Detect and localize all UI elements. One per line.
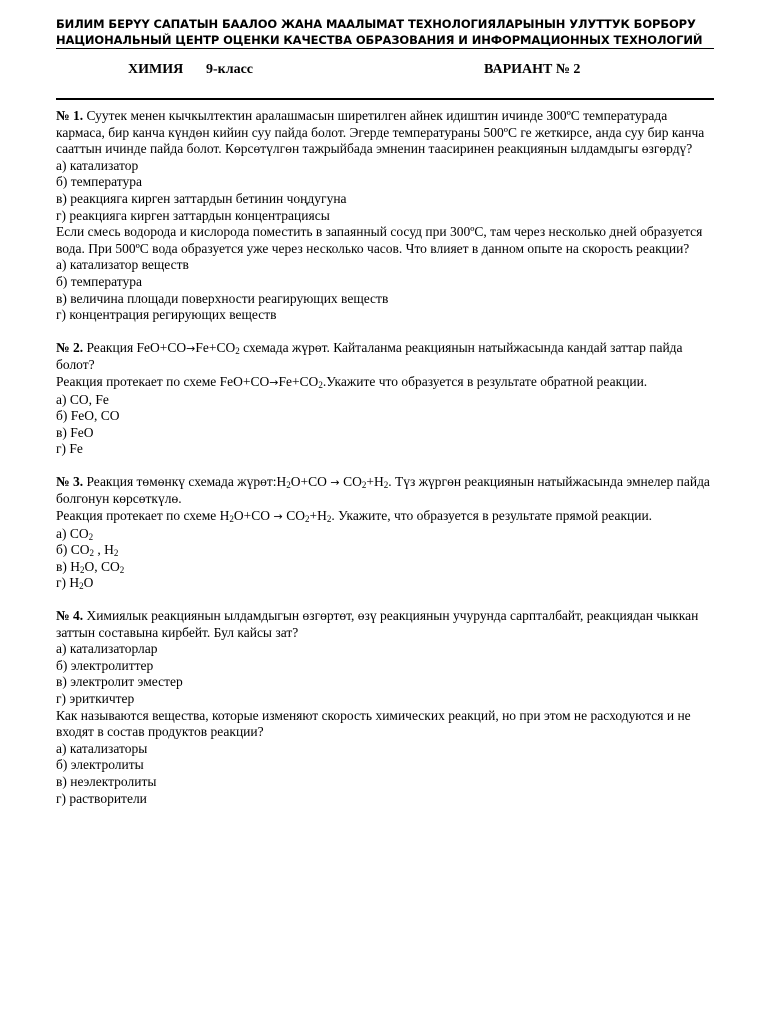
answer-option: в) неэлектролиты [56,773,157,789]
answer-option: в) FeO [56,424,94,440]
answer-option: б) электролиттер [56,657,154,673]
organization-header [56,16,716,48]
question-2-text-kg: № 2. Реакция $FeO+CO\to Fe+CO_2$ схемада жүрөт. Кайталанма реакциянын натыйжасында кандай заттар пайда болот? [56,339,683,373]
question-1-text-kg: № 1. Суутек менен кычкылтектин аралашмасын ширетилген айнек идиштин ичинде 300ºС температурада кармаса, бир канча күндөн кийин суу пайда болот. Эгерде температураны 500ºС ге жеткирсе, анда суу бир канча сааттын ичинде пайда болот. Көрсөтүлгөн тажрыйбада эмненин таасиринен реакциянын ылдамдыгы өзгөрдү? [56,108,705,157]
question-1 [56,108,716,324]
question-number: № 2. [56,339,84,355]
question-2-text-ru: Реакция протекает по схеме $FeO+CO\to Fe+CO_2.Укажите$ что образуется в результате обратной реакции. [56,373,648,390]
question-4 [56,608,716,807]
question-number: № 3. [56,473,84,489]
answer-option: в) реакцияга кирген заттардын бетинин чоңдугуна [56,190,347,206]
answer-option: б) температура [56,273,142,289]
answer-option: г) растворители [56,790,147,806]
answer-option: г) концентрация регирующих веществ [56,307,277,323]
header-divider [56,48,714,49]
answer-option: б) FeO, CO [56,408,120,424]
answer-option: а) катализатор веществ [56,257,189,273]
answer-option: г) эриткичтер [56,691,135,706]
answer-option: а) катализатор [56,157,139,173]
variant-title: ВАРИАНТ № 2 [484,62,581,77]
answer-option: б) $CO_2$ , $H_2$ [56,542,119,559]
question-1-text-ru: Если смесь водорода и кислорода поместить в запаянный сосуд при 300ºС, там через несколько дней образуется вода. При 500ºС вода образуется уже через несколько часов. Что влияет в данном опыте на скорость реакции? [56,224,703,256]
header-line-ru: НАЦИОНАЛЬНЫЙ ЦЕНТР ОЦЕНКИ КАЧЕСТВА ОБРАЗОВАНИЯ И ИНФОРМАЦИОННЫХ ТЕХНОЛОГИЙ [56,33,703,47]
answer-option: в) электролит эместер [56,674,183,690]
answer-option: а) катализаторлар [56,641,158,657]
answer-option: а) $CO_2$ [56,525,94,542]
title-divider [56,98,714,100]
question-number: № 4. [56,608,84,624]
grade-title: 9-класс [206,62,254,77]
question-number: № 1. [56,108,84,123]
answer-option: в) величина площади поверхности реагирующих веществ [56,290,389,306]
question-3 [56,474,716,592]
answer-option: а) CO, Fe [56,391,109,407]
header-line-kg: БИЛИМ БЕРҮҮ САПАТЫН БААЛОО ЖАНА МААЛЫМАТ ТЕХНОЛОГИЯЛАРЫНЫН УЛУТТУК БОРБОРУ [56,17,696,31]
question-3-text-ru: Реакция протекает по схеме $H_2O+CO \to CO_2+H_2$. Укажите, что образуется в результате прямой реакции. [56,508,653,525]
answer-option: в) $H_2O$, $CO_2$ [56,558,125,575]
answer-option: б) температура [56,174,142,190]
question-3-text-kg: № 3. Реакция төмөнкү схемада $жүрөт:H_2O+CO \to CO_2+H_2$. Түз жүргөн реакциянын натыйжасында эмнелер пайда болгонун көрсөткүлө. [56,473,710,507]
question-4-text-ru: Как называются вещества, которые изменяют скорость химических реакций, но при этом не расходуются и не входят в состав продуктов реакции? [56,707,691,740]
answer-option: г) $H_2O$ [56,575,94,592]
subject-title: ХИМИЯ [128,62,184,77]
answer-option: б) электролиты [56,757,144,773]
question-2 [56,340,716,458]
answer-option: а) катализаторы [56,740,148,756]
test-content [56,108,716,807]
title-bar [56,62,714,82]
question-4-text-kg: № 4. Химиялык реакциянын ылдамдыгын өзгөртөт, өзү реакциянын учурунда сарпталбайт, реакциядан чыккан заттын составына кирбейт. Бул кайсы зат? [56,608,699,640]
answer-option: г) реакцияга кирген заттардын концентрациясы [56,207,330,223]
answer-option: г) Fe [56,441,83,457]
